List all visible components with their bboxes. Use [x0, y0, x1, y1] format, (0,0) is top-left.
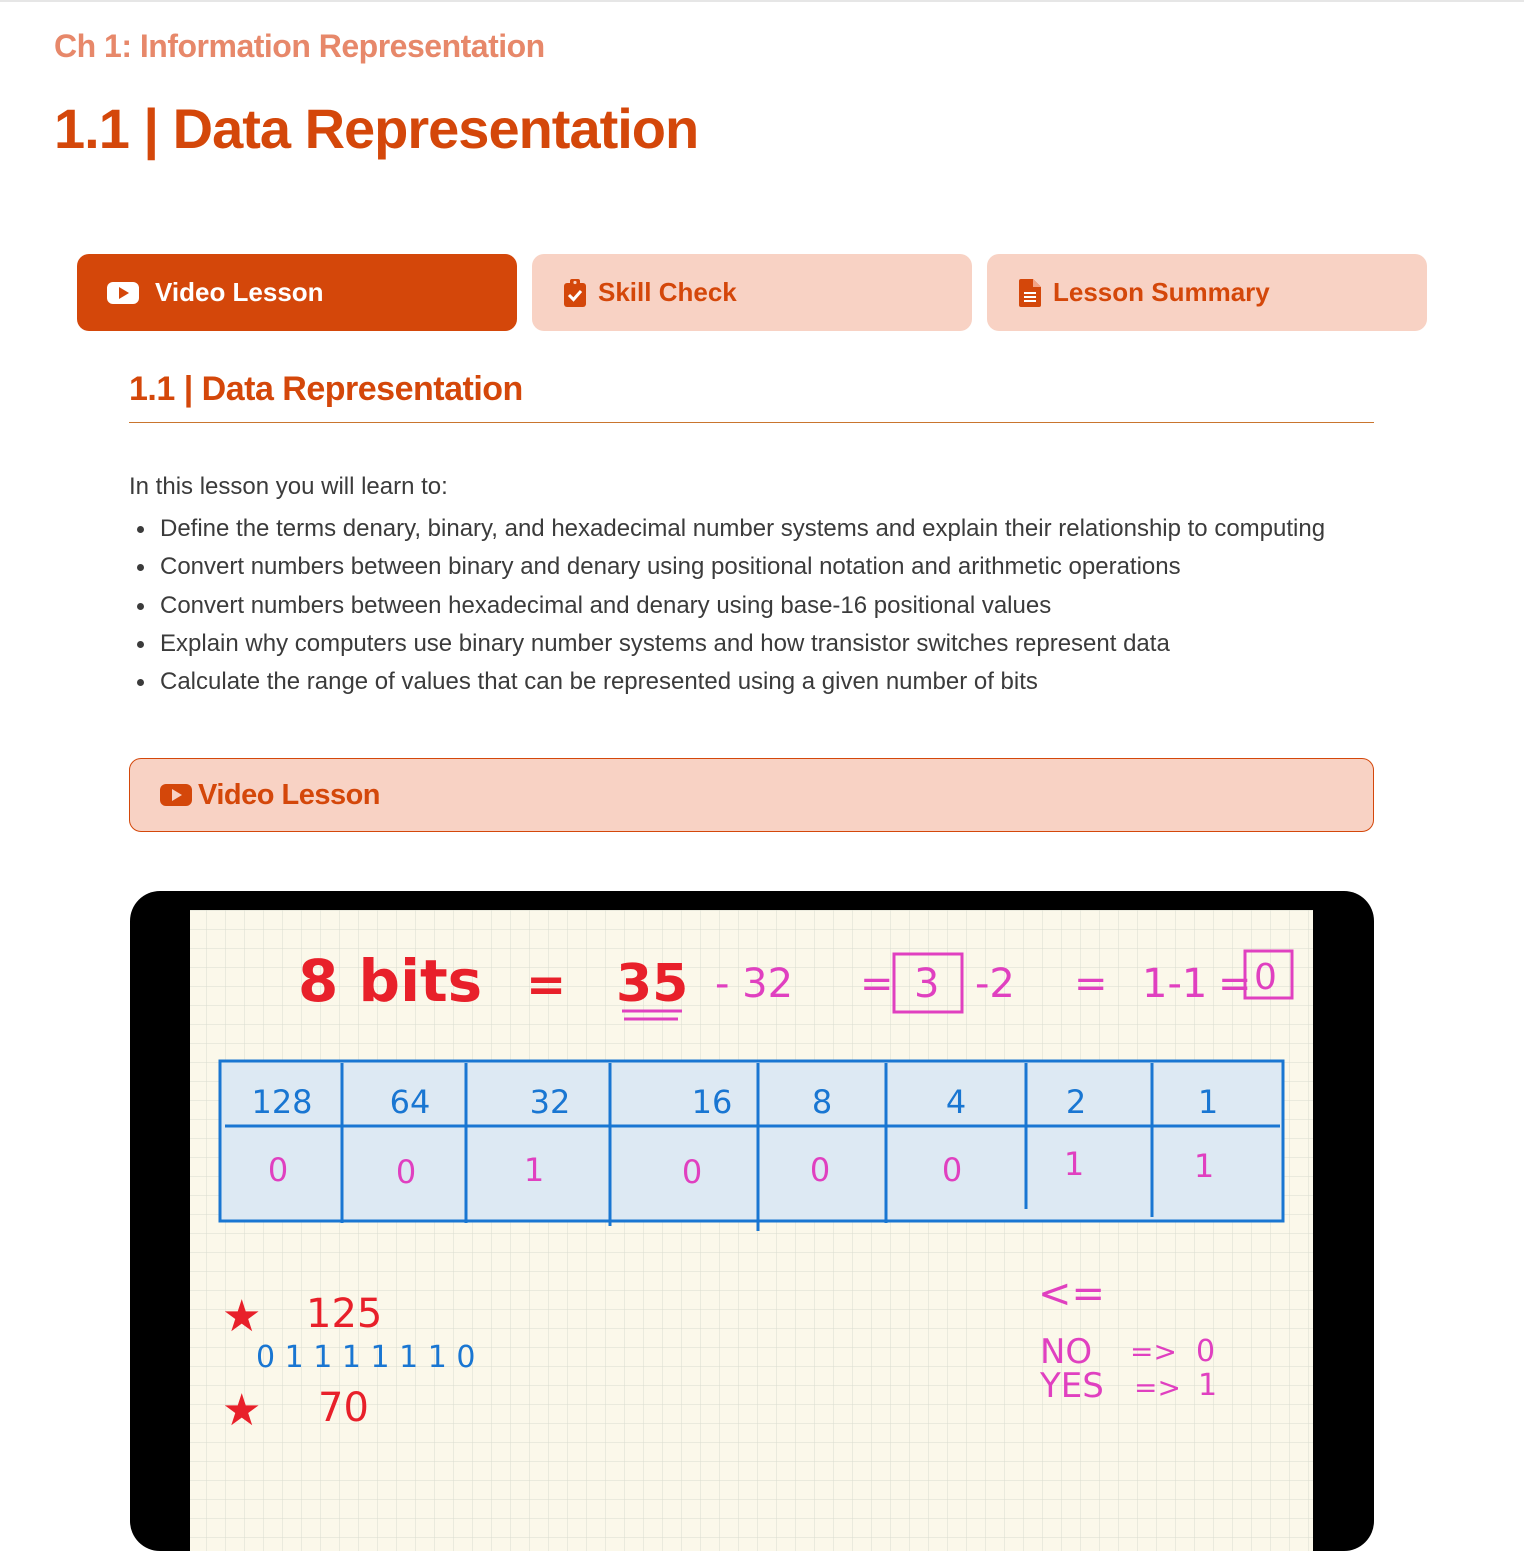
place-value: 8	[811, 1083, 833, 1121]
yes-label: YES	[1040, 1366, 1104, 1406]
note-bits: 0 1 1 1 1 1 1 0	[256, 1340, 476, 1375]
tab-label: Skill Check	[598, 277, 737, 307]
page-title: 1.1 | Data Representation	[54, 97, 699, 160]
section-title: 1.1 | Data Representation	[129, 370, 523, 408]
list-item: Explain why computers use binary number systems and how transistor switches represent data	[129, 625, 1325, 663]
note-number: 70	[318, 1385, 369, 1431]
bit-value: 1	[1063, 1145, 1085, 1183]
star-icon: ★	[222, 1385, 262, 1436]
video-step: 1-1	[1142, 961, 1208, 1007]
yes-value: 1	[1198, 1368, 1218, 1403]
lesson-tabs	[77, 254, 1427, 331]
video-step: 0	[1254, 957, 1277, 998]
place-value: 2	[1065, 1083, 1087, 1121]
place-value: 32	[529, 1083, 571, 1121]
list-item: Convert numbers between binary and denary using positional notation and arithmetic operations	[129, 548, 1325, 586]
video-frame	[130, 891, 1374, 1551]
document-icon	[1019, 279, 1041, 307]
arrow-right-icon: =>	[1130, 1335, 1177, 1368]
bit-value: 1	[523, 1151, 545, 1189]
bit-value: 0	[941, 1151, 963, 1189]
video-step: =	[1218, 961, 1252, 1007]
place-value: 16	[691, 1083, 733, 1121]
clipboard-check-icon	[564, 279, 586, 307]
youtube-icon	[107, 281, 139, 305]
objectives-list	[129, 510, 1325, 701]
bit-value: 0	[395, 1153, 417, 1191]
list-item: Calculate the range of values that can be represented using a given number of bits	[129, 663, 1325, 701]
video-step: -2	[975, 961, 1015, 1007]
place-value: 128	[251, 1083, 313, 1121]
video-step: - 32	[715, 961, 794, 1007]
tab-label: Lesson Summary	[1053, 277, 1270, 307]
accordion-label: Video Lesson	[198, 778, 381, 811]
place-value: 1	[1197, 1083, 1219, 1121]
video-lesson-accordion[interactable]	[129, 758, 1374, 832]
tab-skill-check[interactable]	[532, 254, 972, 331]
bit-value: 0	[809, 1151, 831, 1189]
list-item: Define the terms denary, binary, and hexadecimal number systems and explain their relationship to computing	[129, 510, 1325, 548]
video-step: =	[860, 961, 894, 1007]
video-step: =	[1074, 961, 1108, 1007]
place-value: 4	[945, 1083, 967, 1121]
note-symbol: <=	[1038, 1271, 1106, 1317]
tab-lesson-summary[interactable]	[987, 254, 1427, 331]
place-value: 64	[389, 1083, 431, 1121]
tab-label: Video Lesson	[155, 277, 324, 307]
top-border	[0, 0, 1524, 2]
no-label: NO	[1040, 1332, 1093, 1372]
note-number: 125	[306, 1291, 383, 1337]
no-value: 0	[1196, 1334, 1216, 1369]
section-divider	[129, 422, 1374, 423]
bit-value: 0	[681, 1153, 703, 1191]
tab-video-lesson[interactable]	[77, 254, 517, 331]
intro-text: In this lesson you will learn to:	[129, 473, 448, 500]
video-step: 3	[914, 961, 940, 1007]
youtube-icon	[160, 783, 192, 807]
chapter-label: Ch 1: Information Representation	[54, 28, 545, 64]
video-headline: 8 bits	[298, 947, 483, 1015]
video-player[interactable]	[130, 891, 1374, 1551]
arrow-right-icon: =>	[1134, 1371, 1181, 1404]
video-equals: =	[526, 957, 567, 1013]
video-value: 35	[616, 954, 689, 1014]
list-item: Convert numbers between hexadecimal and denary using base-16 positional values	[129, 587, 1325, 625]
star-icon: ★	[222, 1291, 262, 1342]
bit-value: 0	[267, 1151, 289, 1189]
bit-value: 1	[1193, 1147, 1215, 1185]
